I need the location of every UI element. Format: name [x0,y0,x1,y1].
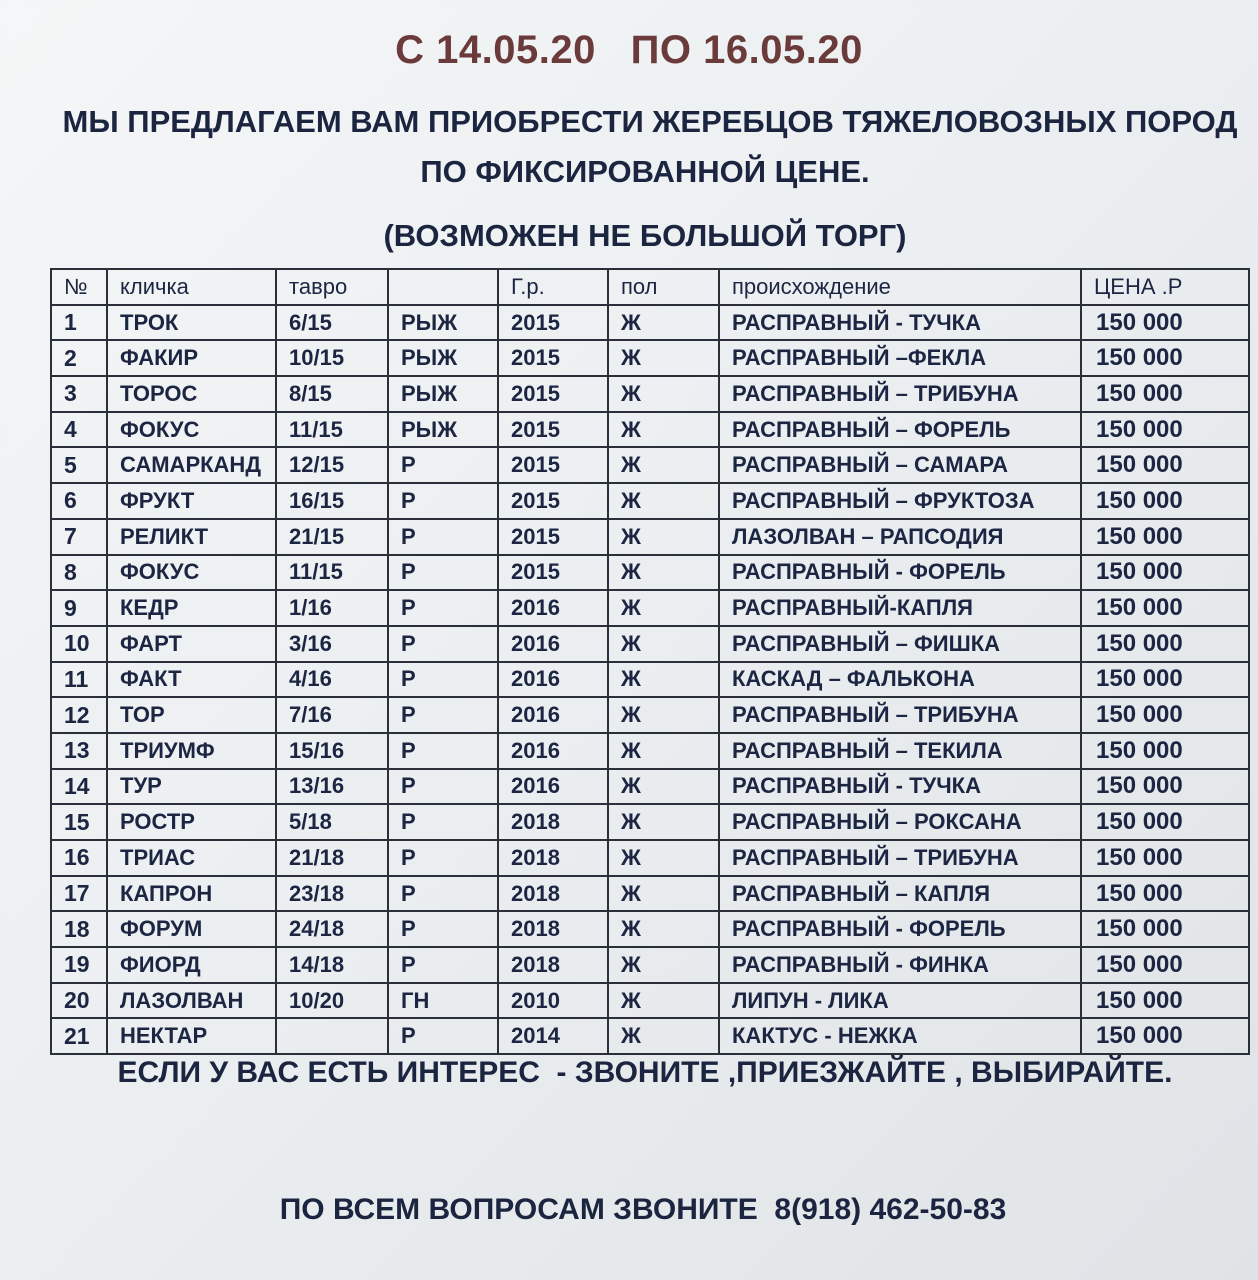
origin: РАСПРАВНЫЙ - ФОРЕЛЬ [719,555,1081,591]
brand-mark: 24/18 [276,911,388,947]
horse-name: ФОКУС [107,412,276,448]
origin: ЛАЗОЛВАН – РАПСОДИЯ [719,519,1081,555]
row-number: 17 [51,876,107,912]
coat-color: Р [388,876,498,912]
sex: Ж [608,876,719,912]
row-number: 6 [51,483,107,519]
row-number: 9 [51,590,107,626]
col-header-number: № [51,269,107,305]
row-number: 7 [51,519,107,555]
horses-table [50,268,1250,1055]
coat-color: Р [388,662,498,698]
horse-name: ФАРТ [107,626,276,662]
birth-year: 2015 [498,447,608,483]
price: 150 000 [1081,733,1249,769]
horse-name: ФОКУС [107,555,276,591]
col-header-birth-year: Г.р. [498,269,608,305]
horse-name: ФРУКТ [107,483,276,519]
sex: Ж [608,519,719,555]
origin: ЛИПУН - ЛИКА [719,983,1081,1019]
table-row [51,1018,1249,1054]
col-header-color [388,269,498,305]
table-row [51,769,1249,805]
origin: РАСПРАВНЫЙ – ФОРЕЛЬ [719,412,1081,448]
birth-year: 2016 [498,626,608,662]
row-number: 14 [51,769,107,805]
birth-year: 2015 [498,305,608,341]
birth-year: 2015 [498,555,608,591]
origin: РАСПРАВНЫЙ - ТУЧКА [719,769,1081,805]
col-header-origin: происхождение [719,269,1081,305]
horse-name: ФОРУМ [107,911,276,947]
price: 150 000 [1081,555,1249,591]
brand-mark: 1/16 [276,590,388,626]
call-to-action: ЕСЛИ У ВАС ЕСТЬ ИНТЕРЕС - ЗВОНИТЕ ,ПРИЕЗЖАЙТЕ , ВЫБИРАЙТЕ. [117,1056,1173,1089]
sex: Ж [608,662,719,698]
table-body [51,305,1249,1054]
price: 150 000 [1081,340,1249,376]
coat-color: Р [388,911,498,947]
coat-color: ГН [388,983,498,1019]
table-row [51,876,1249,912]
coat-color: Р [388,697,498,733]
coat-color: Р [388,519,498,555]
birth-year: 2016 [498,697,608,733]
horse-name: КАПРОН [107,876,276,912]
horse-name: КЕДР [107,590,276,626]
table-header-row [51,269,1249,305]
coat-color: РЫЖ [388,376,498,412]
origin: РАСПРАВНЫЙ-КАПЛЯ [719,590,1081,626]
table-row [51,340,1249,376]
birth-year: 2018 [498,840,608,876]
table-row [51,840,1249,876]
coat-color: РЫЖ [388,340,498,376]
date-range: С 14.05.20 ПО 16.05.20 [395,28,863,72]
offer-subheadline: ПО ФИКСИРОВАННОЙ ЦЕНЕ. [420,154,870,189]
coat-color: Р [388,804,498,840]
sex: Ж [608,340,719,376]
price: 150 000 [1081,1018,1249,1054]
row-number: 20 [51,983,107,1019]
sex: Ж [608,626,719,662]
row-number: 5 [51,447,107,483]
price: 150 000 [1081,983,1249,1019]
sex: Ж [608,983,719,1019]
coat-color: РЫЖ [388,305,498,341]
table-row [51,555,1249,591]
brand-mark: 21/15 [276,519,388,555]
sex: Ж [608,590,719,626]
contact-phone: ПО ВСЕМ ВОПРОСАМ ЗВОНИТЕ 8(918) 462-50-83 [279,1193,1007,1226]
horse-name: ТУР [107,769,276,805]
horse-name: РЕЛИКТ [107,519,276,555]
origin: РАСПРАВНЫЙ - ТУЧКА [719,305,1081,341]
row-number: 8 [51,555,107,591]
price: 150 000 [1081,412,1249,448]
table-row [51,376,1249,412]
price: 150 000 [1081,447,1249,483]
brand-mark: 6/15 [276,305,388,341]
brand-mark: 7/16 [276,697,388,733]
table-row [51,626,1249,662]
birth-year: 2018 [498,911,608,947]
price: 150 000 [1081,519,1249,555]
brand-mark: 10/20 [276,983,388,1019]
sex: Ж [608,804,719,840]
table-row [51,947,1249,983]
col-header-sex: пол [608,269,719,305]
sex: Ж [608,376,719,412]
bargain-note: (ВОЗМОЖЕН НЕ БОЛЬШОЙ ТОРГ) [383,218,907,253]
brand-mark: 5/18 [276,804,388,840]
origin: РАСПРАВНЫЙ –ФЕКЛА [719,340,1081,376]
origin: РАСПРАВНЫЙ - ФИНКА [719,947,1081,983]
sex: Ж [608,769,719,805]
brand-mark: 8/15 [276,376,388,412]
birth-year: 2018 [498,947,608,983]
birth-year: 2015 [498,340,608,376]
price: 150 000 [1081,483,1249,519]
price: 150 000 [1081,697,1249,733]
brand-mark: 23/18 [276,876,388,912]
origin: РАСПРАВНЫЙ – ТРИБУНА [719,697,1081,733]
horse-name: ТРИУМФ [107,733,276,769]
col-header-price: ЦЕНА .Р [1081,269,1249,305]
coat-color: Р [388,447,498,483]
birth-year: 2016 [498,769,608,805]
coat-color: Р [388,590,498,626]
origin: РАСПРАВНЫЙ – ТЕКИЛА [719,733,1081,769]
birth-year: 2010 [498,983,608,1019]
row-number: 2 [51,340,107,376]
table-row [51,519,1249,555]
price: 150 000 [1081,590,1249,626]
birth-year: 2015 [498,519,608,555]
brand-mark: 16/15 [276,483,388,519]
table-row [51,733,1249,769]
horse-name: ТОРОС [107,376,276,412]
origin: РАСПРАВНЫЙ – ФИШКА [719,626,1081,662]
origin: КАСКАД – ФАЛЬКОНА [719,662,1081,698]
price: 150 000 [1081,876,1249,912]
row-number: 15 [51,804,107,840]
price: 150 000 [1081,376,1249,412]
brand-mark: 4/16 [276,662,388,698]
horse-name: НЕКТАР [107,1018,276,1054]
row-number: 13 [51,733,107,769]
brand-mark: 3/16 [276,626,388,662]
sex: Ж [608,483,719,519]
row-number: 12 [51,697,107,733]
row-number: 10 [51,626,107,662]
horse-name: ФАКТ [107,662,276,698]
origin: РАСПРАВНЫЙ – РОКСАНА [719,804,1081,840]
origin: РАСПРАВНЫЙ – ТРИБУНА [719,840,1081,876]
birth-year: 2015 [498,483,608,519]
row-number: 18 [51,911,107,947]
sex: Ж [608,911,719,947]
price: 150 000 [1081,305,1249,341]
horse-name: ТРИАС [107,840,276,876]
table-row [51,804,1249,840]
sex: Ж [608,733,719,769]
horse-name: ФАКИР [107,340,276,376]
price: 150 000 [1081,804,1249,840]
col-header-brand: тавро [276,269,388,305]
price: 150 000 [1081,911,1249,947]
horse-name: САМАРКАНД [107,447,276,483]
row-number: 11 [51,662,107,698]
horse-name: ЛАЗОЛВАН [107,983,276,1019]
brand-mark: 21/18 [276,840,388,876]
coat-color: Р [388,1018,498,1054]
coat-color: Р [388,483,498,519]
table-row [51,483,1249,519]
brand-mark: 15/16 [276,733,388,769]
birth-year: 2018 [498,876,608,912]
price: 150 000 [1081,769,1249,805]
sex: Ж [608,447,719,483]
table-row [51,412,1249,448]
table-row [51,662,1249,698]
table-row [51,590,1249,626]
price: 150 000 [1081,840,1249,876]
row-number: 1 [51,305,107,341]
brand-mark [276,1018,388,1054]
sex: Ж [608,412,719,448]
birth-year: 2016 [498,662,608,698]
origin: РАСПРАВНЫЙ – САМАРА [719,447,1081,483]
origin: КАКТУС - НЕЖКА [719,1018,1081,1054]
coat-color: Р [388,626,498,662]
sex: Ж [608,305,719,341]
brand-mark: 13/16 [276,769,388,805]
offer-headline: МЫ ПРЕДЛАГАЕМ ВАМ ПРИОБРЕСТИ ЖЕРЕБЦОВ ТЯЖЕЛОВОЗНЫХ ПОРОД [62,104,1238,139]
row-number: 16 [51,840,107,876]
birth-year: 2014 [498,1018,608,1054]
birth-year: 2016 [498,590,608,626]
coat-color: РЫЖ [388,412,498,448]
coat-color: Р [388,555,498,591]
birth-year: 2015 [498,376,608,412]
origin: РАСПРАВНЫЙ – ФРУКТОЗА [719,483,1081,519]
birth-year: 2018 [498,804,608,840]
horse-name: ТОР [107,697,276,733]
coat-color: Р [388,733,498,769]
table-row [51,983,1249,1019]
coat-color: Р [388,947,498,983]
price: 150 000 [1081,662,1249,698]
origin: РАСПРАВНЫЙ – КАПЛЯ [719,876,1081,912]
coat-color: Р [388,769,498,805]
horse-name: ТРОК [107,305,276,341]
sex: Ж [608,840,719,876]
row-number: 3 [51,376,107,412]
table-row [51,447,1249,483]
row-number: 19 [51,947,107,983]
birth-year: 2015 [498,412,608,448]
sex: Ж [608,697,719,733]
row-number: 4 [51,412,107,448]
price: 150 000 [1081,626,1249,662]
coat-color: Р [388,840,498,876]
brand-mark: 11/15 [276,555,388,591]
col-header-name: кличка [107,269,276,305]
origin: РАСПРАВНЫЙ - ФОРЕЛЬ [719,911,1081,947]
sex: Ж [608,555,719,591]
brand-mark: 14/18 [276,947,388,983]
table-row [51,911,1249,947]
origin: РАСПРАВНЫЙ – ТРИБУНА [719,376,1081,412]
horse-name: ФИОРД [107,947,276,983]
row-number: 21 [51,1018,107,1054]
brand-mark: 11/15 [276,412,388,448]
table-row [51,697,1249,733]
birth-year: 2016 [498,733,608,769]
sex: Ж [608,947,719,983]
table-row [51,305,1249,341]
brand-mark: 10/15 [276,340,388,376]
horse-name: РОСТР [107,804,276,840]
price: 150 000 [1081,947,1249,983]
brand-mark: 12/15 [276,447,388,483]
sex: Ж [608,1018,719,1054]
